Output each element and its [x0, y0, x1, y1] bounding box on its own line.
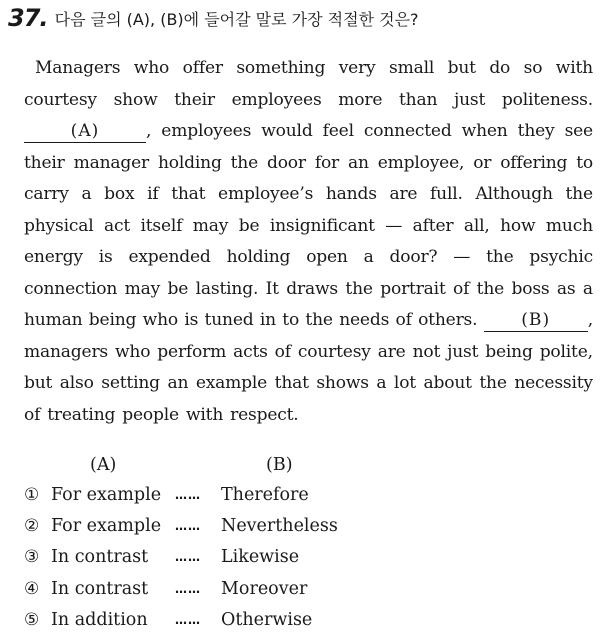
passage-line-blank-a — [24, 116, 593, 148]
passage-word: a — [582, 278, 593, 299]
passage-word: be — [238, 215, 260, 236]
passage-word: their — [174, 89, 215, 110]
passage-word: offer — [182, 58, 223, 78]
passage-word: the — [230, 152, 259, 173]
passage-word: expended — [128, 247, 211, 267]
passage-word: courtesy — [297, 341, 371, 362]
option-dots: …… — [175, 581, 201, 596]
option-5[interactable] — [24, 605, 584, 636]
passage-word: or — [473, 152, 492, 173]
passage-word: small — [389, 58, 435, 78]
passage-word: insignificant — [269, 215, 375, 236]
passage-word: employees — [161, 121, 252, 141]
passage-word: of — [24, 404, 41, 425]
passage-word: is — [184, 310, 199, 330]
passage-word: door — [266, 152, 306, 173]
passage-word: door? — [389, 247, 438, 267]
passage-word: in — [259, 310, 276, 330]
passage-word: than — [398, 89, 438, 110]
passage-line — [24, 242, 593, 274]
passage-line — [24, 211, 593, 243]
passage-word: hands — [325, 184, 377, 204]
option-number: ④ — [24, 578, 40, 599]
passage-word: courtesy — [24, 89, 97, 110]
option-4[interactable] — [24, 574, 584, 605]
passage-word: needs — [339, 310, 390, 330]
passage-word: with — [555, 58, 593, 78]
passage-line — [24, 179, 593, 211]
option-dots: …… — [175, 612, 201, 627]
passage-word: manager — [73, 152, 150, 173]
passage-word: lot — [393, 373, 416, 393]
options-header — [24, 450, 584, 480]
passage-word: a — [363, 247, 374, 267]
passage-word: — — [453, 247, 471, 267]
passage-word: employee’s — [218, 184, 314, 204]
passage — [24, 53, 593, 431]
passage-word: who — [114, 341, 151, 362]
blank-b-comma: , — [587, 310, 593, 330]
option-number: ② — [24, 516, 40, 537]
passage-word: the — [486, 247, 514, 267]
option-a-text: In addition — [51, 609, 148, 630]
passage-word: show — [113, 89, 158, 110]
passage-word: portrait — [380, 278, 446, 299]
passage-line — [24, 274, 593, 306]
passage-word: would — [261, 121, 313, 141]
passage-word: just — [447, 341, 479, 362]
passage-word: for — [314, 152, 340, 173]
passage-word: of — [395, 310, 412, 330]
passage-word: shows — [316, 373, 369, 393]
passage-word: more — [338, 89, 383, 110]
option-1[interactable] — [24, 480, 584, 511]
passage-word: tuned — [204, 310, 254, 330]
option-a-text: In contrast — [51, 578, 149, 599]
option-a-text: In contrast — [51, 547, 149, 568]
option-number: ⑤ — [24, 609, 40, 630]
passage-word: be — [167, 278, 189, 299]
option-3[interactable] — [24, 542, 584, 573]
passage-word: example — [195, 373, 268, 393]
passage-word: all, — [463, 215, 490, 236]
passage-word: necessity — [514, 373, 593, 393]
passage-word: politeness. — [501, 89, 593, 110]
column-header-a: (A) — [90, 455, 117, 475]
passage-word: may — [192, 215, 229, 236]
passage-word: a — [81, 184, 92, 204]
passage-word: that — [274, 373, 309, 393]
passage-word: itself — [140, 215, 183, 236]
option-b-text: Otherwise — [221, 609, 313, 630]
passage-word: after — [412, 215, 454, 236]
passage-word: as — [556, 278, 576, 299]
passage-word: the — [345, 278, 373, 299]
passage-word: just — [454, 89, 486, 110]
passage-word: draws — [286, 278, 338, 299]
passage-word: much — [545, 215, 593, 236]
passage-word: the — [476, 278, 505, 299]
option-b-text: Likewise — [221, 547, 300, 568]
passage-word: the — [565, 184, 593, 204]
passage-word: not — [412, 341, 441, 362]
passage-word: but — [24, 373, 53, 393]
passage-word: with — [185, 404, 224, 425]
passage-word: holding — [226, 247, 291, 267]
passage-line — [24, 368, 593, 400]
blank-a-group — [24, 116, 151, 148]
passage-word: to — [576, 152, 593, 173]
passage-word: may — [124, 278, 161, 299]
passage-word: being — [88, 310, 137, 330]
passage-word: connected — [363, 121, 452, 141]
question-prompt: 다음 글의 (A), (B)에 들어갈 말로 가장 적절한 것은? — [54, 9, 419, 29]
option-2[interactable] — [24, 511, 584, 542]
passage-word: lasting. — [195, 278, 259, 299]
passage-word: employees — [231, 89, 322, 110]
passage-word: box — [104, 184, 135, 204]
passage-word: about — [423, 373, 472, 393]
passage-word: — — [385, 215, 403, 236]
option-b-text: Nevertheless — [221, 516, 338, 537]
passage-word: who — [133, 58, 170, 78]
passage-word: connection — [24, 278, 118, 299]
option-a-text: For example — [51, 516, 162, 537]
passage-word: see — [564, 121, 593, 141]
passage-word: full. — [430, 184, 463, 204]
passage-word: is — [98, 247, 113, 267]
question-header — [8, 4, 598, 34]
passage-word: It — [265, 278, 279, 299]
passage-word: when — [461, 121, 508, 141]
question-number: 37. — [8, 4, 48, 32]
passage-word: holding — [157, 152, 222, 173]
passage-word: the — [479, 373, 507, 393]
option-number: ① — [24, 485, 40, 505]
passage-word: who — [142, 310, 178, 330]
passage-word: if — [147, 184, 159, 204]
passage-word: feel — [322, 121, 354, 141]
option-dots: …… — [175, 550, 201, 565]
passage-word: human — [24, 310, 83, 330]
passage-line — [24, 148, 593, 180]
passage-word: open — [306, 247, 348, 267]
passage-word: but — [447, 58, 476, 78]
passage-word: their — [24, 152, 65, 173]
passage-word: boss — [511, 278, 550, 299]
option-b-text: Therefore — [221, 485, 309, 505]
passage-word: Although — [475, 184, 553, 204]
passage-word: act — [103, 215, 130, 236]
column-header-b: (B) — [266, 455, 293, 475]
passage-word: physical — [24, 215, 94, 236]
passage-line — [24, 53, 593, 85]
passage-word: a — [376, 373, 387, 393]
passage-word: treating — [47, 404, 116, 425]
passage-word: others. — [418, 310, 478, 330]
blank-b: (B) — [484, 309, 588, 332]
passage-word: they — [517, 121, 555, 141]
passage-word: are — [377, 341, 406, 362]
passage-word: how — [500, 215, 536, 236]
answer-options — [24, 450, 584, 636]
passage-word: so — [523, 58, 543, 78]
passage-line — [24, 337, 593, 369]
option-b-text: Moreover — [221, 578, 308, 599]
passage-word: also — [59, 373, 94, 393]
passage-word: something — [236, 58, 326, 78]
passage-word: setting — [101, 373, 160, 393]
passage-line — [24, 85, 593, 117]
blank-a-comma: , — [146, 121, 152, 141]
passage-word: carry — [24, 184, 69, 204]
passage-word: an — [167, 373, 189, 393]
passage-word: managers — [24, 341, 109, 362]
option-dots: …… — [175, 519, 201, 534]
passage-word: perform — [157, 341, 227, 362]
passage-word: to — [282, 310, 300, 330]
passage-word: of — [453, 278, 470, 299]
passage-word: Managers — [35, 58, 121, 78]
passage-word: offering — [500, 152, 568, 173]
passage-line-blank-b — [24, 305, 593, 337]
passage-word: that — [171, 184, 206, 204]
passage-word: psychic — [529, 247, 593, 267]
passage-word: energy — [24, 247, 83, 267]
passage-word: of — [274, 341, 291, 362]
passage-word: polite, — [539, 341, 593, 362]
passage-word: are — [389, 184, 418, 204]
blank-a: (A) — [24, 120, 146, 143]
blank-b-group — [484, 305, 593, 337]
passage-word: an — [347, 152, 369, 173]
option-dots: …… — [175, 488, 201, 502]
passage-word: the — [305, 310, 333, 330]
option-number: ③ — [24, 547, 40, 568]
passage-line — [24, 400, 593, 432]
passage-word: acts — [233, 341, 268, 362]
passage-word: respect. — [230, 404, 299, 425]
passage-word: very — [338, 58, 376, 78]
option-a-text: For example — [51, 485, 162, 505]
passage-word: being — [485, 341, 533, 362]
passage-word: do — [489, 58, 511, 78]
passage-word: people — [122, 404, 179, 425]
passage-word: employee, — [377, 152, 465, 173]
